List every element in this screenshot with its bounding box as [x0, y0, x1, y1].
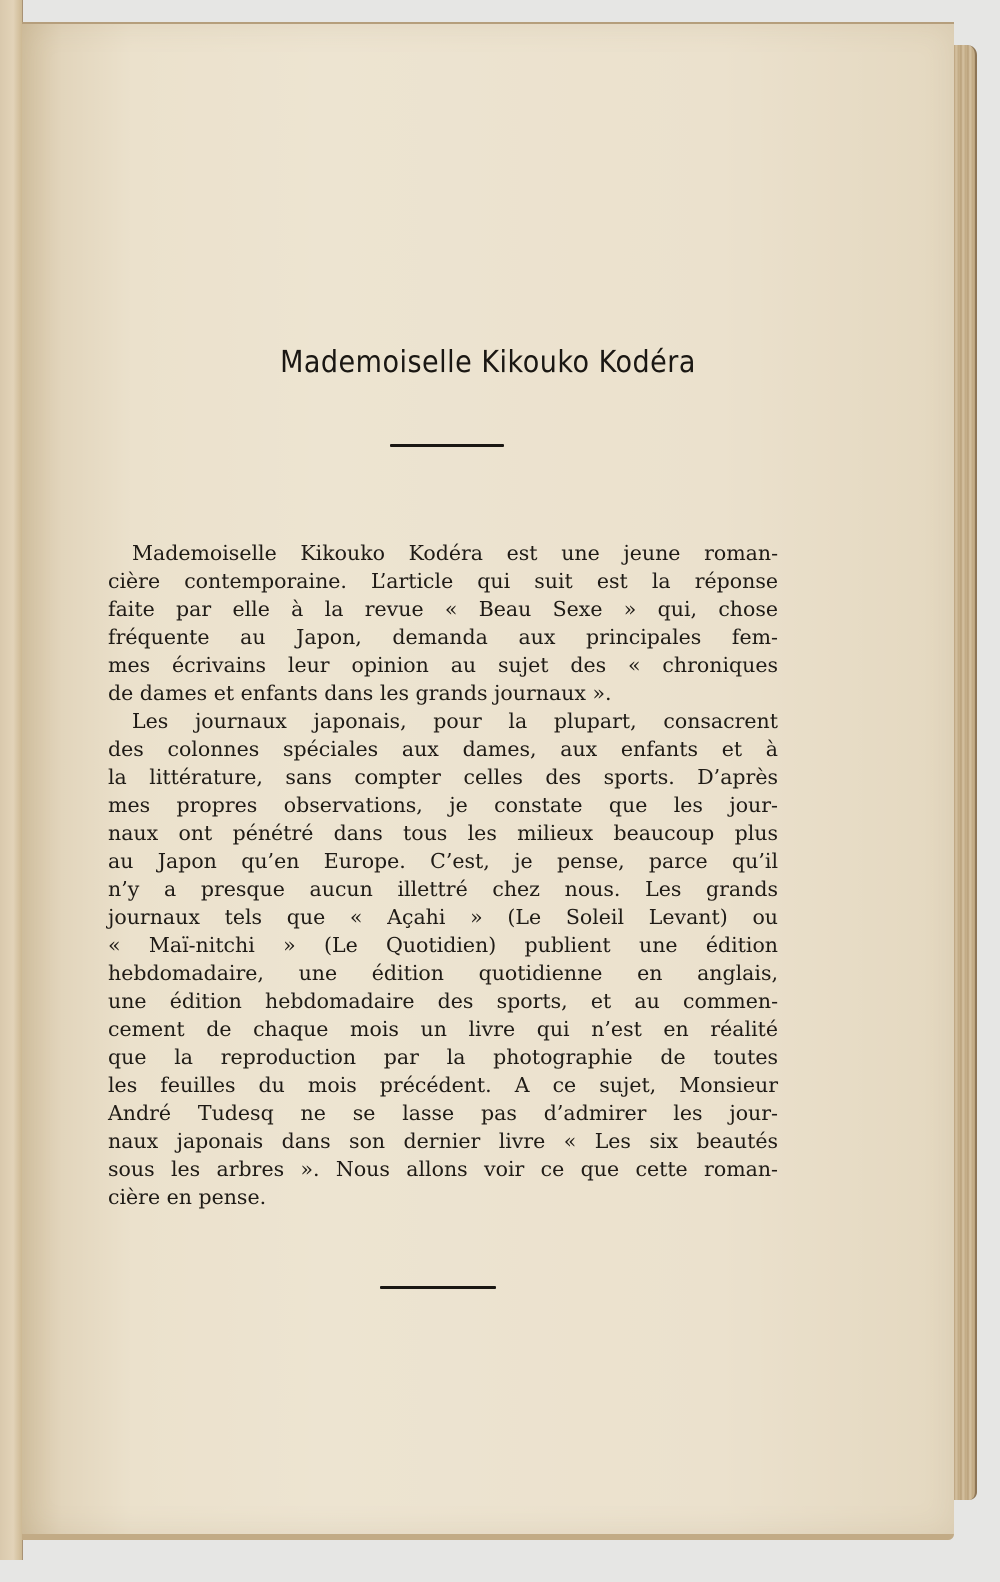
- book-page: [22, 22, 954, 1540]
- text-line: naux japonais dans son dernier livre « Les six beautés: [108, 1129, 778, 1153]
- text-line: fréquente au Japon, demanda aux principales fem-: [108, 625, 778, 649]
- text-line: des colonnes spéciales aux dames, aux enfants et à: [108, 737, 778, 761]
- text-line: faite par elle à la revue « Beau Sexe » qui, chose: [108, 597, 778, 621]
- text-line: que la reproduction par la photographie de toutes: [108, 1045, 778, 1069]
- text-line: la littérature, sans compter celles des sports. D’après: [108, 765, 778, 789]
- text-line: une édition hebdomadaire des sports, et au commen-: [108, 989, 778, 1013]
- text-line: les feuilles du mois précédent. A ce sujet, Monsieur: [108, 1073, 778, 1097]
- chapter-title: Mademoiselle Kikouko Kodéra: [280, 345, 696, 380]
- text-line: naux ont pénétré dans tous les milieux beaucoup plus: [108, 821, 778, 845]
- text-line: « Maï-nitchi » (Le Quotidien) publient une édition: [108, 933, 778, 957]
- end-divider: [380, 1286, 496, 1289]
- text-line: André Tudesq ne se lasse pas d’admirer les jour-: [108, 1101, 778, 1125]
- text-line: au Japon qu’en Europe. C’est, je pense, parce qu’il: [108, 849, 778, 873]
- facing-page-edge: [0, 0, 23, 1560]
- body-text: [108, 539, 778, 1211]
- text-line: mes écrivains leur opinion au sujet des « chroniques: [108, 653, 778, 677]
- text-line: cement de chaque mois un livre qui n’est en réalité: [108, 1017, 778, 1041]
- text-line: Les journaux japonais, pour la plupart, consacrent: [132, 709, 778, 733]
- title-divider: [390, 444, 504, 447]
- text-line: de dames et enfants dans les grands journaux ».: [108, 681, 612, 705]
- text-line: cière en pense.: [108, 1185, 267, 1209]
- text-line: journaux tels que « Açahi » (Le Soleil Levant) ou: [108, 905, 778, 929]
- text-line: sous les arbres ». Nous allons voir ce que cette roman-: [108, 1157, 778, 1181]
- text-line: hebdomadaire, une édition quotidienne en anglais,: [108, 961, 778, 985]
- text-line: cière contemporaine. L’article qui suit est la réponse: [108, 569, 778, 593]
- text-line: Mademoiselle Kikouko Kodéra est une jeune roman-: [132, 541, 778, 565]
- text-line: mes propres observations, je constate que les jour-: [108, 793, 778, 817]
- text-line: n’y a presque aucun illettré chez nous. Les grands: [108, 877, 778, 901]
